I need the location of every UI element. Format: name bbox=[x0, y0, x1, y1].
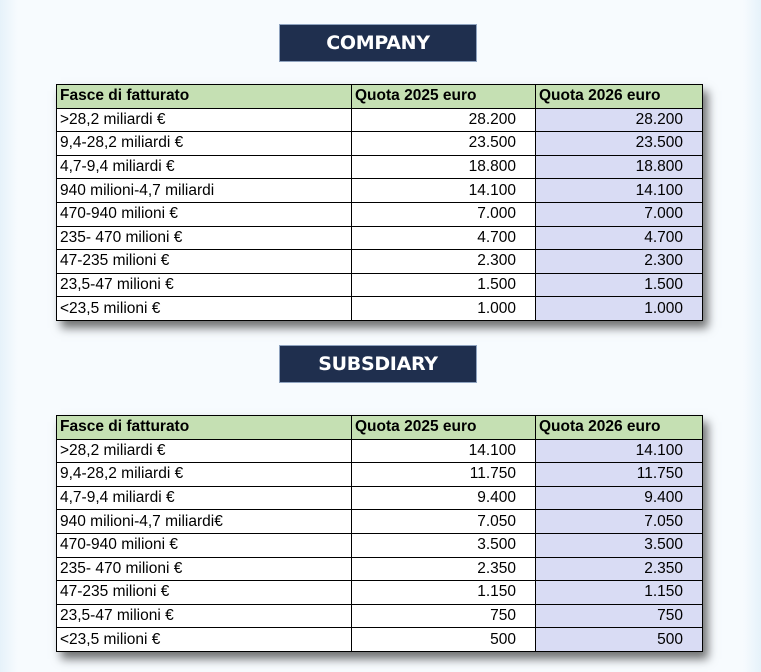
table-row bbox=[57, 463, 703, 487]
quota-2025-cell: 18.800 bbox=[352, 155, 536, 179]
quota-2025-cell: 1.500 bbox=[352, 273, 536, 297]
table-row bbox=[57, 557, 703, 581]
quota-2026-cell: 750 bbox=[536, 604, 703, 628]
column-header-fasce: Fasce di fatturato bbox=[57, 416, 352, 440]
column-header-quota-2026: Quota 2026 euro bbox=[536, 85, 703, 109]
revenue-band-cell: 23,5-47 milioni € bbox=[57, 273, 352, 297]
quota-2026-cell: 18.800 bbox=[536, 155, 703, 179]
quota-2025-cell: 1.150 bbox=[352, 581, 536, 605]
quota-2026-cell: 2.300 bbox=[536, 250, 703, 274]
table-row bbox=[57, 250, 703, 274]
quota-2026-cell: 7.050 bbox=[536, 510, 703, 534]
quota-2026-cell: 3.500 bbox=[536, 533, 703, 557]
table-row bbox=[57, 486, 703, 510]
table-row bbox=[57, 226, 703, 250]
revenue-band-cell: <23,5 milioni € bbox=[57, 297, 352, 321]
quota-2026-cell: 14.100 bbox=[536, 439, 703, 463]
company-section-title: COMPANY bbox=[279, 24, 477, 62]
quota-2025-cell: 14.100 bbox=[352, 179, 536, 203]
quota-2025-cell: 750 bbox=[352, 604, 536, 628]
revenue-band-cell: 23,5-47 milioni € bbox=[57, 604, 352, 628]
revenue-band-cell: 47-235 milioni € bbox=[57, 250, 352, 274]
revenue-band-cell: 470-940 milioni € bbox=[57, 202, 352, 226]
quota-2025-cell: 500 bbox=[352, 628, 536, 652]
quota-2025-cell: 7.000 bbox=[352, 202, 536, 226]
quota-2025-cell: 14.100 bbox=[352, 439, 536, 463]
table-row bbox=[57, 604, 703, 628]
quota-2025-cell: 11.750 bbox=[352, 463, 536, 487]
revenue-band-cell: 9,4-28,2 miliardi € bbox=[57, 132, 352, 156]
table-row bbox=[57, 439, 703, 463]
table-row bbox=[57, 108, 703, 132]
table-header-row bbox=[57, 85, 703, 109]
subsidiary-section-title: SUBSDIARY bbox=[279, 345, 477, 383]
subsidiary-fee-table bbox=[56, 415, 703, 652]
quota-2026-cell: 28.200 bbox=[536, 108, 703, 132]
quota-2026-cell: 2.350 bbox=[536, 557, 703, 581]
quota-2026-cell: 11.750 bbox=[536, 463, 703, 487]
revenue-band-cell: >28,2 miliardi € bbox=[57, 108, 352, 132]
revenue-band-cell: 940 milioni-4,7 miliardi bbox=[57, 179, 352, 203]
table-row bbox=[57, 202, 703, 226]
quota-2025-cell: 2.300 bbox=[352, 250, 536, 274]
quota-2026-cell: 9.400 bbox=[536, 486, 703, 510]
company-fee-table bbox=[56, 84, 703, 321]
quota-2026-cell: 1.150 bbox=[536, 581, 703, 605]
quota-2025-cell: 2.350 bbox=[352, 557, 536, 581]
revenue-band-cell: 47-235 milioni € bbox=[57, 581, 352, 605]
revenue-band-cell: 9,4-28,2 miliardi € bbox=[57, 463, 352, 487]
column-header-quota-2025: Quota 2025 euro bbox=[352, 85, 536, 109]
quota-2026-cell: 4.700 bbox=[536, 226, 703, 250]
revenue-band-cell: 940 milioni-4,7 miliardi€ bbox=[57, 510, 352, 534]
quota-2025-cell: 23.500 bbox=[352, 132, 536, 156]
quota-2026-cell: 23.500 bbox=[536, 132, 703, 156]
quota-2026-cell: 1.500 bbox=[536, 273, 703, 297]
quota-2025-cell: 3.500 bbox=[352, 533, 536, 557]
quota-2026-cell: 1.000 bbox=[536, 297, 703, 321]
quota-2025-cell: 9.400 bbox=[352, 486, 536, 510]
table-row bbox=[57, 132, 703, 156]
column-header-quota-2025: Quota 2025 euro bbox=[352, 416, 536, 440]
revenue-band-cell: 235- 470 milioni € bbox=[57, 226, 352, 250]
quota-2025-cell: 28.200 bbox=[352, 108, 536, 132]
quota-2025-cell: 7.050 bbox=[352, 510, 536, 534]
table-header-row bbox=[57, 416, 703, 440]
revenue-band-cell: 4,7-9,4 miliardi € bbox=[57, 155, 352, 179]
revenue-band-cell: 470-940 milioni € bbox=[57, 533, 352, 557]
table-row bbox=[57, 273, 703, 297]
revenue-band-cell: 4,7-9,4 miliardi € bbox=[57, 486, 352, 510]
quota-2026-cell: 7.000 bbox=[536, 202, 703, 226]
table-row bbox=[57, 179, 703, 203]
quota-2026-cell: 500 bbox=[536, 628, 703, 652]
column-header-quota-2026: Quota 2026 euro bbox=[536, 416, 703, 440]
revenue-band-cell: >28,2 miliardi € bbox=[57, 439, 352, 463]
quota-2025-cell: 4.700 bbox=[352, 226, 536, 250]
table-row bbox=[57, 297, 703, 321]
quota-2025-cell: 1.000 bbox=[352, 297, 536, 321]
revenue-band-cell: <23,5 milioni € bbox=[57, 628, 352, 652]
table-row bbox=[57, 155, 703, 179]
table-row bbox=[57, 581, 703, 605]
revenue-band-cell: 235- 470 milioni € bbox=[57, 557, 352, 581]
quota-2026-cell: 14.100 bbox=[536, 179, 703, 203]
table-row bbox=[57, 510, 703, 534]
table-row bbox=[57, 533, 703, 557]
table-row bbox=[57, 628, 703, 652]
column-header-fasce: Fasce di fatturato bbox=[57, 85, 352, 109]
